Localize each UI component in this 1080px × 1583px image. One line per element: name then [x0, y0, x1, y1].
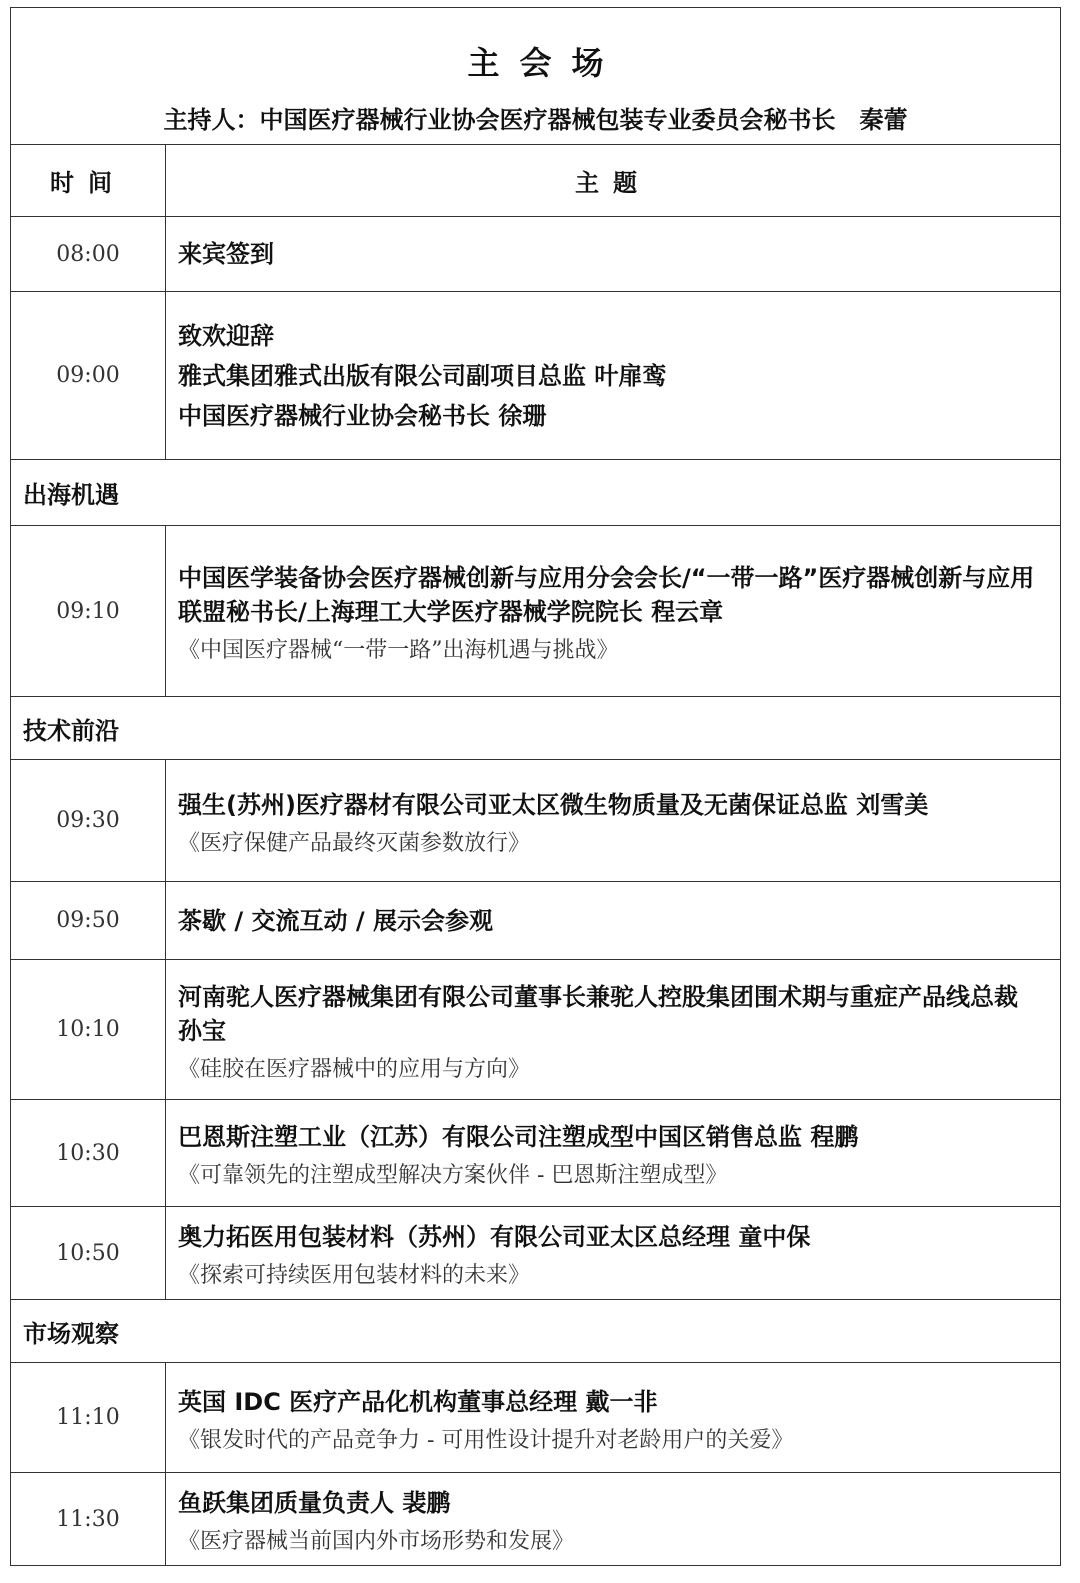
time-cell: 08:00 [11, 217, 166, 292]
speaker-line: 巴恩斯注塑工业（江苏）有限公司注塑成型中国区销售总监 程鹏 [178, 1123, 859, 1151]
schedule-row [11, 292, 1061, 460]
time-cell: 11:30 [11, 1473, 166, 1566]
topic-cell [166, 217, 1061, 292]
time-cell: 09:50 [11, 882, 166, 960]
talk-title: 《银发时代的产品竞争力 - 可用性设计提升对老龄用户的关爱》 [178, 1427, 794, 1453]
speaker-line: 强生(苏州)医疗器材有限公司亚太区微生物质量及无菌保证总监 刘雪美 [178, 790, 929, 819]
time-cell: 09:30 [11, 760, 166, 882]
section-row [11, 460, 1061, 526]
speaker-line: 河南驼人医疗器械集团有限公司董事长兼驼人控股集团围术期与重症产品线总裁 孙宝 [178, 982, 1018, 1045]
speaker-line: 英国 IDC 医疗产品化机构董事总经理 戴一非 [178, 1387, 658, 1416]
time-cell: 09:10 [11, 526, 166, 697]
host-line: 主持人：中国医疗器械行业协会医疗器械包装专业委员会秘书长 秦蕾 [163, 106, 908, 134]
header-cell [11, 8, 1061, 145]
section-title: 技术前沿 [11, 697, 1061, 760]
schedule-row [11, 526, 1061, 697]
column-header-topic: 主题 [166, 145, 1061, 217]
schedule-row [11, 1207, 1061, 1300]
topic-cell [166, 526, 1061, 697]
time-cell: 10:10 [11, 960, 166, 1100]
speaker-line: 雅式集团雅式出版有限公司副项目总监 叶扉鸾 [178, 361, 667, 390]
header-row [11, 8, 1061, 145]
time-cell: 09:00 [11, 292, 166, 460]
schedule-table [10, 7, 1061, 1566]
time-cell: 10:30 [11, 1100, 166, 1207]
page-title: 主会场 [467, 44, 624, 82]
topic-cell [166, 960, 1061, 1100]
talk-title: 《中国医疗器械“一带一路”出海机遇与挑战》 [178, 638, 619, 663]
section-title: 市场观察 [11, 1300, 1061, 1363]
column-header-row [11, 145, 1061, 217]
topic-cell [166, 760, 1061, 882]
topic-cell [166, 1207, 1061, 1300]
section-row [11, 697, 1061, 760]
talk-title: 《可靠领先的注塑成型解决方案伙伴 - 巴恩斯注塑成型》 [178, 1163, 728, 1188]
speaker-line: 茶歇 / 交流互动 / 展示会参观 [178, 906, 493, 935]
schedule-row [11, 1363, 1061, 1473]
speaker-line: 奥力拓医用包装材料（苏州）有限公司亚太区总经理 童中保 [178, 1223, 811, 1251]
section-row [11, 1300, 1061, 1363]
speaker-line: 来宾签到 [178, 240, 274, 268]
topic-cell [166, 292, 1061, 460]
speaker-line: 中国医疗器械行业协会秘书长 徐珊 [178, 401, 547, 430]
topic-cell [166, 1473, 1061, 1566]
speaker-line: 鱼跃集团质量负责人 裴鹏 [178, 1489, 451, 1517]
topic-cell [166, 1100, 1061, 1207]
schedule-row [11, 1473, 1061, 1566]
topic-cell [166, 882, 1061, 960]
schedule-row [11, 217, 1061, 292]
speaker-line: 致欢迎辞 [178, 321, 274, 350]
topic-cell [166, 1363, 1061, 1473]
schedule-row [11, 882, 1061, 960]
column-header-time: 时间 [11, 145, 166, 217]
section-title: 出海机遇 [11, 460, 1061, 526]
time-cell: 11:10 [11, 1363, 166, 1473]
talk-title: 《医疗保健产品最终灭菌参数放行》 [178, 830, 531, 856]
schedule-row [11, 760, 1061, 882]
schedule-row [11, 1100, 1061, 1207]
talk-title: 《硅胶在医疗器械中的应用与方向》 [178, 1056, 531, 1082]
speaker-line: 中国医学装备协会医疗器械创新与应用分会会长/“一带一路”医疗器械创新与应用联盟秘书长/上海理工大学医疗器械学院院长 程云章 [178, 564, 1035, 626]
time-cell: 10:50 [11, 1207, 166, 1300]
schedule-row [11, 960, 1061, 1100]
talk-title: 《医疗器械当前国内外市场形势和发展》 [178, 1529, 575, 1554]
talk-title: 《探索可持续医用包装材料的未来》 [178, 1263, 531, 1288]
